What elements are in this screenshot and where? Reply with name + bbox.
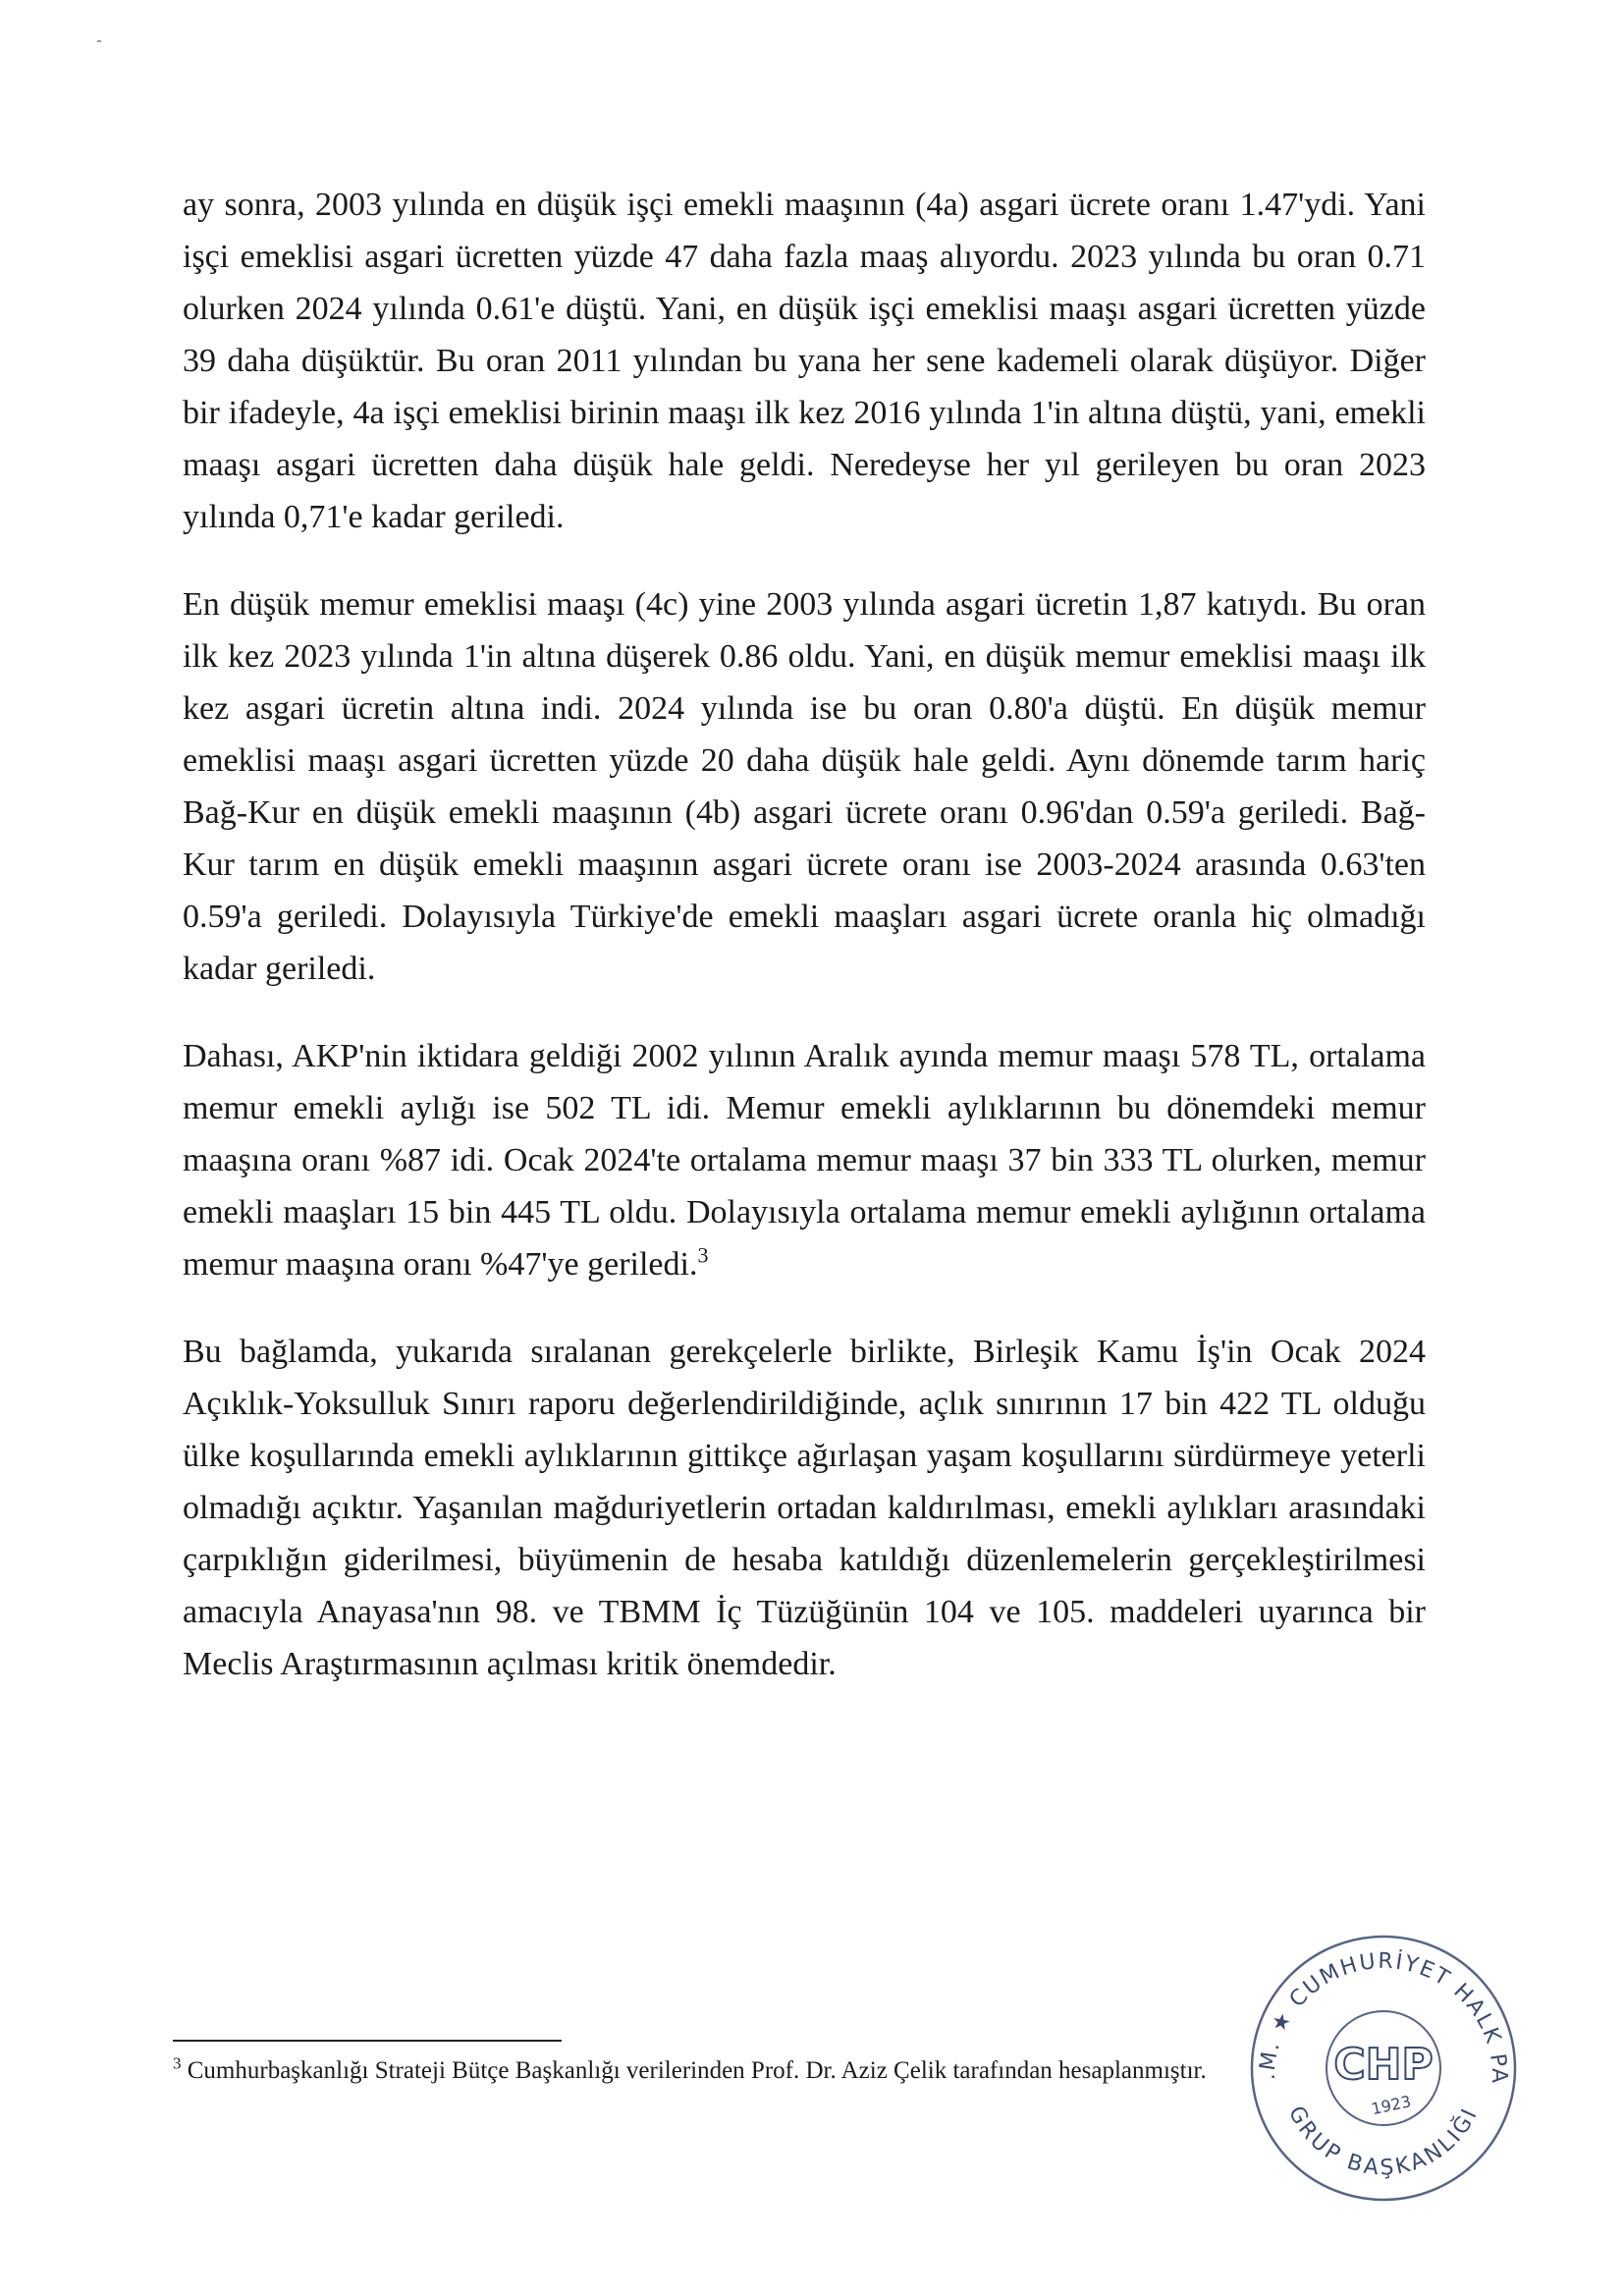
footnote-number: 3 — [173, 2053, 182, 2073]
footnote-divider — [173, 2040, 562, 2042]
paragraph-3-text: Dahası, AKP'nin iktidara geldiği 2002 yılının Aralık ayında memur maaşı 578 TL, ortalama memur emekli aylığı ise 502 TL idi. Memur emekli aylıklarının bu dönemdeki memur maaşına oranı %87 idi. Ocak 2024'te ortalama memur maaşı 37 bin 333 TL olurken, memur emekli maaşları 15 bin 445 TL oldu. Dolayısıyla ortalama memur emekli aylığının ortalama memur maaşına oranı %47'ye geriledi. — [183, 1038, 1426, 1283]
scan-speck — [97, 40, 101, 42]
paragraph-4: Bu bağlamda, yukarıda sıralanan gerekçelerle birlikte, Birleşik Kamu İş'in Ocak 2024 Açıklık-Yoksulluk Sınırı raporu değerlendirildiğinde, açlık sınırının 17 bin 422 TL olduğu ülke koşullarında emekli aylıklarının gittikçe ağırlaşan yaşam koşullarını sürdürmeye yeterli olmadığı açıktır. Yaşanılan mağduriyetlerin ortadan kaldırılması, emekli aylıkları arasındaki çarpıklığın giderilmesi, büyümenin de hesaba katıldığı düzenlemelerin gerçekleştirilmesi amacıyla Anayasa'nın 98. ve TBMM İç Tüzüğünün 104 ve 105. maddeleri uyarınca bir Meclis Araştırmasının açılması kritik önemdedir. — [183, 1334, 1426, 1682]
paragraph-3 — [183, 1030, 1426, 1290]
seal-graphic — [1234, 1911, 1522, 2207]
chp-seal-stamp — [1234, 1911, 1522, 2207]
paragraph-1: ay sonra, 2003 yılında en düşük işçi emekli maaşının (4a) asgari ücrete oranı 1.47'ydi. Yani işçi emeklisi asgari ücretten yüzde 47 daha fazla maaş alıyordu. 2023 yılında bu oran 0.71 olurken 2024 yılında 0.61'e düştü. Yani, en düşük işçi emeklisi maaşı asgari ücretten yüzde 39 daha düşüktür. Bu oran 2011 yılından bu yana her sene kademeli olarak düşüyor. Diğer bir ifadeyle, 4a işçi emeklisi birinin maaşı ilk kez 2016 yılında 1'in altına düştü, yani, emekli maaşı asgari ücretten daha düşük hale geldi. Neredeyse her yıl gerileyen bu oran 2023 yılında 0,71'e kadar geriledi. — [183, 187, 1426, 535]
footnote-text: Cumhurbaşkanlığı Strateji Bütçe Başkanlığı verilerinden Prof. Dr. Aziz Çelik tarafından hesaplanmıştır. — [187, 2057, 1207, 2084]
footnote — [173, 2054, 1351, 2088]
seal-bottom-arc: GRUP BAŞKANLIĞI — [1282, 2102, 1484, 2181]
seal-logo: CHP — [1333, 2040, 1434, 2090]
footnote-reference[interactable]: 3 — [697, 1242, 709, 1268]
paragraph-2: En düşük memur emeklisi maaşı (4c) yine 2003 yılında asgari ücretin 1,87 katıydı. Bu oran ilk kez 2023 yılında 1'in altına düşerek 0.86 oldu. Yani, en düşük memur emeklisi maaşı ilk kez asgari ücretin altına indi. 2024 yılında ise bu oran 0.80'a düştü. En düşük memur emeklisi maaşı asgari ücretten yüzde 20 daha düşük hale geldi. Aynı dönemde tarım hariç Bağ-Kur en düşük emekli maaşının (4b) asgari ücrete oranı 0.96'dan 0.59'a geriledi. Bağ-Kur tarım en düşük emekli maaşının asgari ücrete oranı ise 2003-2024 arasında 0.63'ten 0.59'a geriledi. Dolayısıyla Türkiye'de emekli maaşları asgari ücrete oranla hiç olmadığı kadar geriledi. — [183, 586, 1426, 987]
seal-top-arc: T.B.M.M. ★ CUMHURİYET HALK PARTİSİ — [1234, 1911, 1512, 2086]
body-text — [183, 179, 1426, 1725]
seal-year: 1923 — [1369, 2092, 1413, 2119]
